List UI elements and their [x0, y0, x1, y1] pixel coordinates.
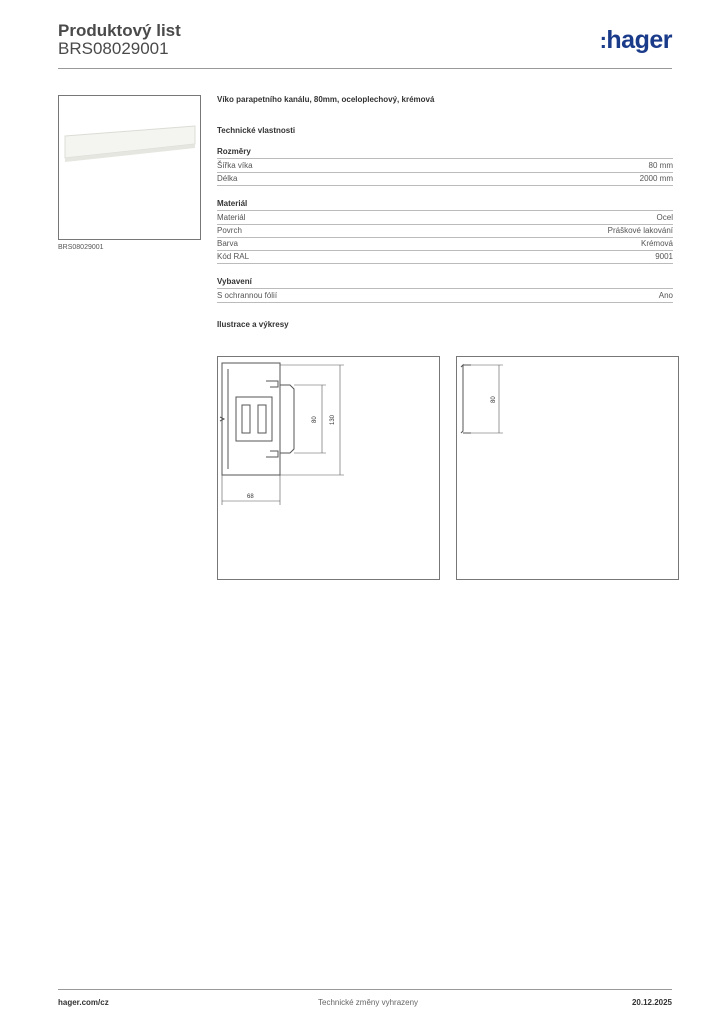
spec-row: [217, 251, 673, 264]
dim-total: 130: [330, 414, 336, 425]
footer-divider: [58, 989, 672, 990]
spec-label: Kód RAL: [217, 252, 250, 261]
spec-row: [217, 160, 673, 173]
drawings-heading: Ilustrace a výkresy: [217, 320, 289, 329]
spec-label: Barva: [217, 239, 238, 248]
page-title: Produktový list: [58, 21, 181, 40]
group-equipment: [217, 277, 673, 303]
spec-value: Ano: [658, 291, 673, 300]
dim-inner: 80: [312, 416, 318, 423]
hager-logo: :hager: [599, 26, 672, 54]
spec-row: [217, 225, 673, 238]
spec-row: [217, 238, 673, 251]
header-divider: [58, 68, 672, 69]
spec-value: 2000 mm: [639, 174, 673, 183]
drawing-cross-section: [217, 356, 440, 580]
dim-width: 68: [247, 494, 254, 500]
footer-date: 20.12.2025: [631, 998, 672, 1007]
spec-row: [217, 290, 673, 303]
spec-value: 9001: [655, 252, 673, 261]
spec-label: Povrch: [217, 226, 242, 235]
group-title: Materiál: [217, 199, 673, 211]
spec-value: Krémová: [640, 239, 673, 248]
spec-value: Ocel: [656, 213, 673, 222]
spec-label: Délka: [217, 174, 238, 183]
drawing-cover-profile: [456, 356, 679, 580]
group-title: Vybavení: [217, 277, 673, 289]
spec-value: 80 mm: [648, 161, 673, 170]
spec-label: S ochrannou fólií: [217, 291, 278, 300]
tech-heading: Technické vlastnosti: [217, 126, 296, 135]
group-material: [217, 199, 673, 264]
product-code: BRS08029001: [58, 39, 169, 58]
product-image-caption: BRS08029001: [58, 244, 104, 251]
product-image: [58, 95, 201, 240]
spec-value: Práškové lakování: [607, 226, 673, 235]
spec-row: [217, 173, 673, 186]
logo-text: hager: [606, 26, 672, 54]
group-title: Rozměry: [217, 147, 673, 159]
footer-note: Technické změny vyhrazeny: [318, 998, 419, 1007]
spec-row: [217, 212, 673, 225]
dim-height: 80: [491, 396, 497, 403]
group-dimensions: [217, 147, 673, 186]
spec-label: Materiál: [217, 213, 246, 222]
footer-website: hager.com/cz: [58, 998, 109, 1007]
spec-column: [217, 95, 673, 329]
product-description: Víko parapetního kanálu, 80mm, oceloplechový, krémová: [217, 95, 435, 104]
spec-label: Šířka víka: [217, 161, 253, 170]
